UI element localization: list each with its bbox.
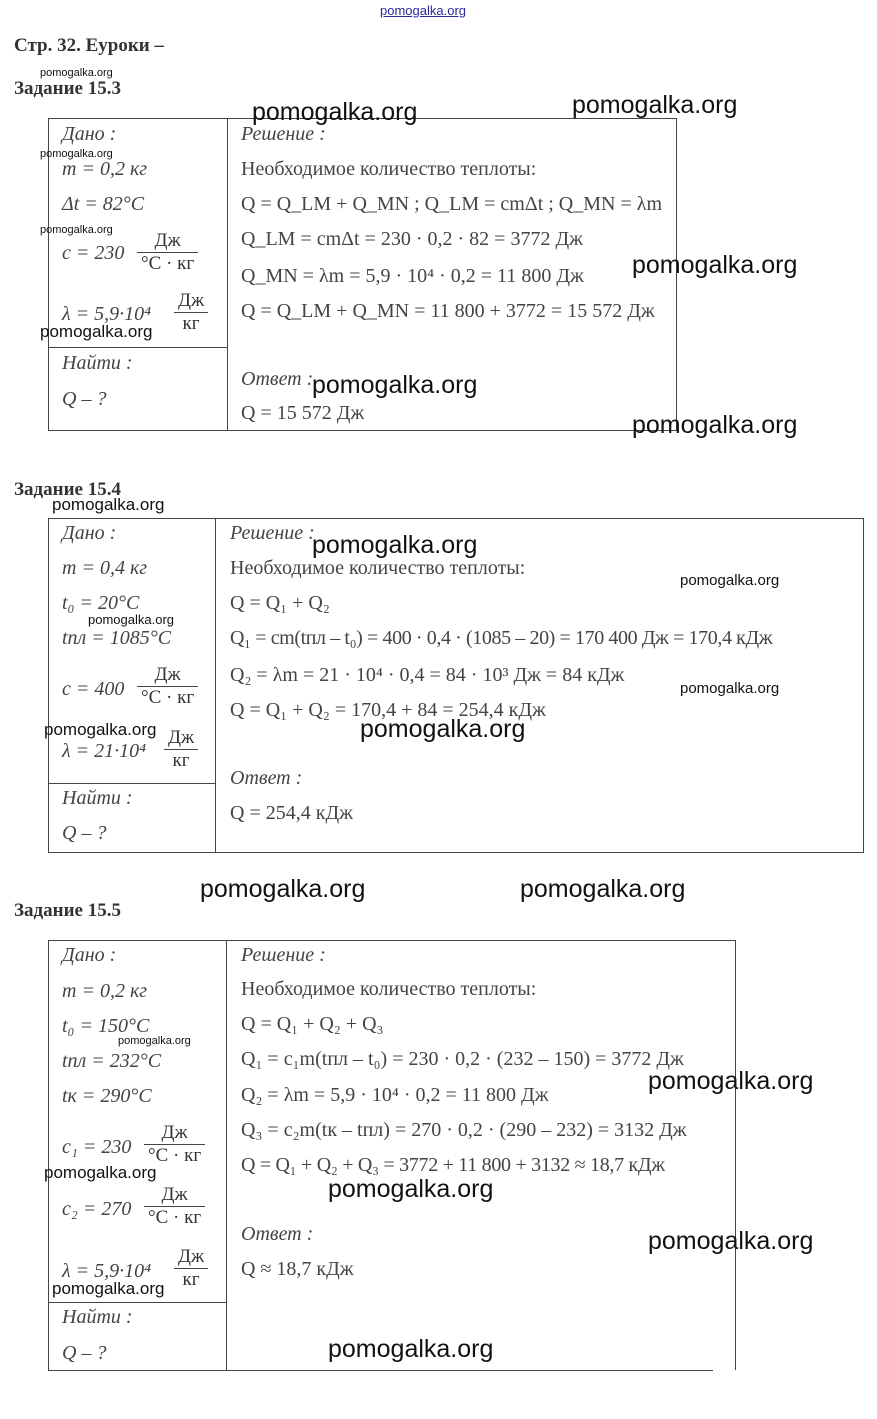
unit-fraction [137,664,198,709]
solution-line: Необходимое количество теплоты: [241,158,537,180]
watermark: pomogalka.org [648,1227,814,1255]
solution-line: Q_MN = λm = 5,9 · 10⁴ · 0,2 = 11 800 Дж [241,265,584,287]
given-label: Дано : [62,944,117,966]
watermark: pomogalka.org [52,1279,165,1298]
solution-line: Q₁ = cm(tпл – t₀) = 400 · 0,4 · (1085 – 20) = 170 400 Дж = 170,4 кДж [230,627,773,649]
page-title: Стр. 32. Еуроки – [14,35,164,56]
given-lambda: λ = 5,9·10⁴ [62,1260,152,1282]
watermark: pomogalka.org [360,715,526,743]
answer-value: Q ≈ 18,7 кДж [241,1258,354,1280]
given-c: c = 230 [62,242,125,264]
table-border-right [735,940,736,1370]
watermark: pomogalka.org [632,251,798,279]
solution-line: Q₂ = λm = 5,9 · 10⁴ · 0,2 = 11 800 Дж [241,1084,549,1106]
watermark: pomogalka.org [40,224,113,236]
watermark: pomogalka.org [40,322,153,341]
solution-line: Q₂ = λm = 21 · 10⁴ · 0,4 = 84 · 10³ Дж = 84 кДж [230,664,625,686]
find-label: Найти : [62,1306,133,1328]
table-border-bottom [48,1370,713,1371]
table-divider [48,1302,227,1303]
solution-label: Решение : [230,522,315,544]
find-label: Найти : [62,787,133,809]
solution-line: Q₃ = c₂m(tк – tпл) = 270 · 0,2 · (290 – 232) = 3132 Дж [241,1119,687,1141]
given-mass: m = 0,4 кг [62,557,148,579]
table-divider [226,940,227,1370]
watermark: pomogalka.org [88,612,174,627]
watermark: pomogalka.org [52,495,165,514]
watermark: pomogalka.org [328,1175,494,1203]
unit-numerator: Дж [164,727,198,750]
watermark: pomogalka.org [520,875,686,903]
watermark: pomogalka.org [328,1335,494,1363]
given-tk: tк = 290°C [62,1085,152,1107]
top-site-link[interactable]: pomogalka.org [380,3,466,18]
unit-fraction [144,1122,205,1167]
task-15-3-title: Задание 15.3 [14,78,121,99]
solution-line: Q = Q₁ + Q₂ = 170,4 + 84 = 254,4 кДж [230,699,546,721]
task-15-4-title: Задание 15.4 [14,479,121,500]
unit-denominator: °C · кг [141,687,195,708]
solution-line: Q = Q₁ + Q₂ + Q₃ = 3772 + 11 800 + 3132 ≈ 18,7 кДж [241,1154,665,1176]
find-label: Найти : [62,352,133,374]
watermark: pomogalka.org [44,1163,157,1182]
unit-denominator: кг [182,1269,200,1290]
table-border-top [48,940,736,941]
solution-label: Решение : [241,944,326,966]
unit-denominator: °C · кг [141,253,195,274]
unit-denominator: кг [172,750,190,771]
unit-fraction [164,727,198,772]
given-tpl: tпл = 1085°C [62,627,172,649]
table-border-left [48,940,49,1370]
watermark: pomogalka.org [648,1067,814,1095]
watermark: pomogalka.org [680,572,780,589]
solution-line: Необходимое количество теплоты: [241,978,537,1000]
given-t0: t₀ = 20°C [62,592,140,614]
watermark: pomogalka.org [118,1035,191,1047]
watermark: pomogalka.org [680,680,780,697]
unit-fraction [137,230,198,275]
unit-numerator: Дж [174,290,208,313]
given-c1: c₁ = 230 [62,1136,132,1158]
solution-line: Q = Q₁ + Q₂ + Q₃ [241,1013,384,1035]
watermark: pomogalka.org [632,411,798,439]
given-lambda: λ = 5,9·10⁴ [62,303,152,325]
given-tpl: tпл = 232°C [62,1050,162,1072]
given-delta-t: Δt = 82°C [62,193,145,215]
watermark: pomogalka.org [40,67,113,79]
solution-line: Q = Q₁ + Q₂ [230,592,330,614]
unit-numerator: Дж [144,1122,205,1145]
find-value: Q – ? [62,1342,107,1364]
answer-value: Q = 254,4 кДж [230,802,353,824]
unit-fraction [174,290,208,335]
given-lambda: λ = 21·10⁴ [62,740,147,762]
unit-fraction [174,1246,208,1291]
answer-value: Q = 15 572 Дж [241,402,365,424]
table-divider [227,118,228,431]
table-divider [48,783,216,784]
given-mass: m = 0,2 кг [62,158,148,180]
table-divider [48,347,228,348]
given-mass: m = 0,2 кг [62,980,148,1002]
unit-denominator: °C · кг [148,1207,202,1228]
unit-fraction [144,1184,205,1229]
given-c: c = 400 [62,678,125,700]
given-label: Дано : [62,522,117,544]
solution-line: Q₁ = c₁m(tпл – t₀) = 230 · 0,2 · (232 – 150) = 3772 Дж [241,1048,684,1070]
given-c2: c₂ = 270 [62,1198,132,1220]
unit-numerator: Дж [144,1184,205,1207]
watermark: pomogalka.org [40,148,113,160]
watermark: pomogalka.org [572,91,738,119]
unit-numerator: Дж [174,1246,208,1269]
answer-label: Ответ : [230,767,303,789]
watermark: pomogalka.org [200,875,366,903]
unit-numerator: Дж [137,664,198,687]
solution-line: Q = Q_LM + Q_MN ; Q_LM = cmΔt ; Q_MN = λm [241,193,663,215]
watermark: pomogalka.org [312,371,478,399]
solution-line: Q = Q_LM + Q_MN = 11 800 + 3772 = 15 572 Дж [241,300,655,322]
find-value: Q – ? [62,388,107,410]
unit-denominator: °C · кг [148,1145,202,1166]
solution-line: Необходимое количество теплоты: [230,557,526,579]
table-divider [215,518,216,853]
given-t0: t₀ = 150°C [62,1015,150,1037]
answer-label: Ответ : [241,368,314,390]
watermark: pomogalka.org [252,98,418,126]
solution-label: Решение : [241,123,326,145]
find-value: Q – ? [62,822,107,844]
given-label: Дано : [62,123,117,145]
answer-label: Ответ : [241,1223,314,1245]
solution-line: Q_LM = cmΔt = 230 · 0,2 · 82 = 3772 Дж [241,228,583,250]
unit-denominator: кг [182,313,200,334]
watermark: pomogalka.org [312,531,478,559]
watermark: pomogalka.org [44,720,157,739]
task-15-5-title: Задание 15.5 [14,900,121,921]
unit-numerator: Дж [137,230,198,253]
